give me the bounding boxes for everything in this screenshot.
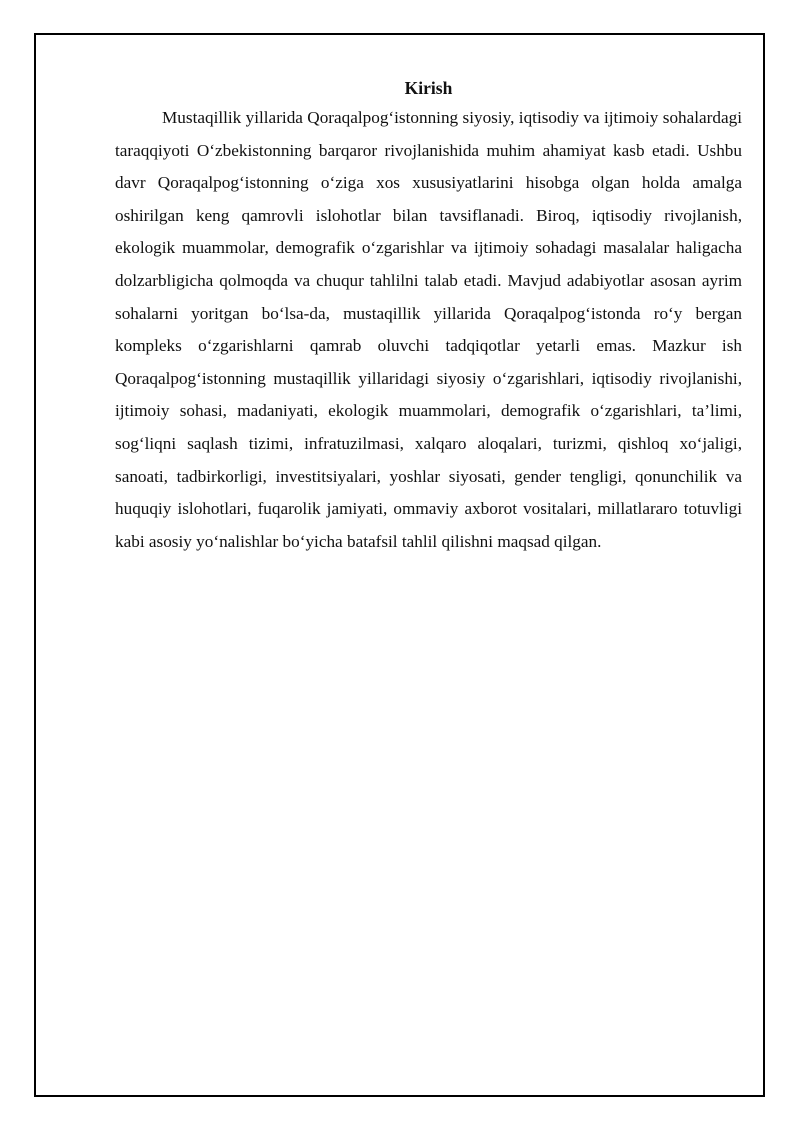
document-body xyxy=(115,74,742,558)
section-title: Kirish xyxy=(404,78,453,98)
introduction-paragraph: Mustaqillik yillarida Qoraqalpog‘istonning siyosiy, iqtisodiy va ijtimoiy sohalardagi taraqqiyoti O‘zbekistonning barqaror rivojlanishida muhim ahamiyat kasb etadi. Ushbu davr Qoraqalpog‘istonning o‘ziga xos xususiyatlarini hisobga olgan holda amalga oshirilgan keng qamrovli islohotlar bilan tavsiflanadi. Biroq, iqtisodiy rivojlanish, ekologik muammolar, demografik o‘zgarishlar va ijtimoiy sohadagi masalalar haligacha dolzarbligicha qolmoqda va chuqur tahlilni talab etadi. Mavjud adabiyotlar asosan ayrim sohalarni yoritgan bo‘lsa-da, mustaqillik yillarida Qoraqalpog‘istonda ro‘y bergan kompleks o‘zgarishlarni qamrab oluvchi tadqiqotlar yetarli emas. Mazkur ish Qoraqalpog‘istonning mustaqillik yillaridagi siyosiy o‘zgarishlari, iqtisodiy rivojlanishi, ijtimoiy sohasi, madaniyati, ekologik muammolari, demografik o‘zgarishlari, ta’limi, sog‘liqni saqlash tizimi, infratuzilmasi, xalqaro aloqalari, turizmi, qishloq xo‘jaligi, sanoati, tadbirkorligi, investitsiyalari, yoshlar siyosati, gender tengligi, qonunchilik va huquqiy islohotlari, fuqarolik jamiyati, ommaviy axborot vositalari, millatlararo totuvligi kabi asosiy yo‘nalishlar bo‘yicha batafsil tahlil qilishni maqsad qilgan. xyxy=(115,108,742,551)
